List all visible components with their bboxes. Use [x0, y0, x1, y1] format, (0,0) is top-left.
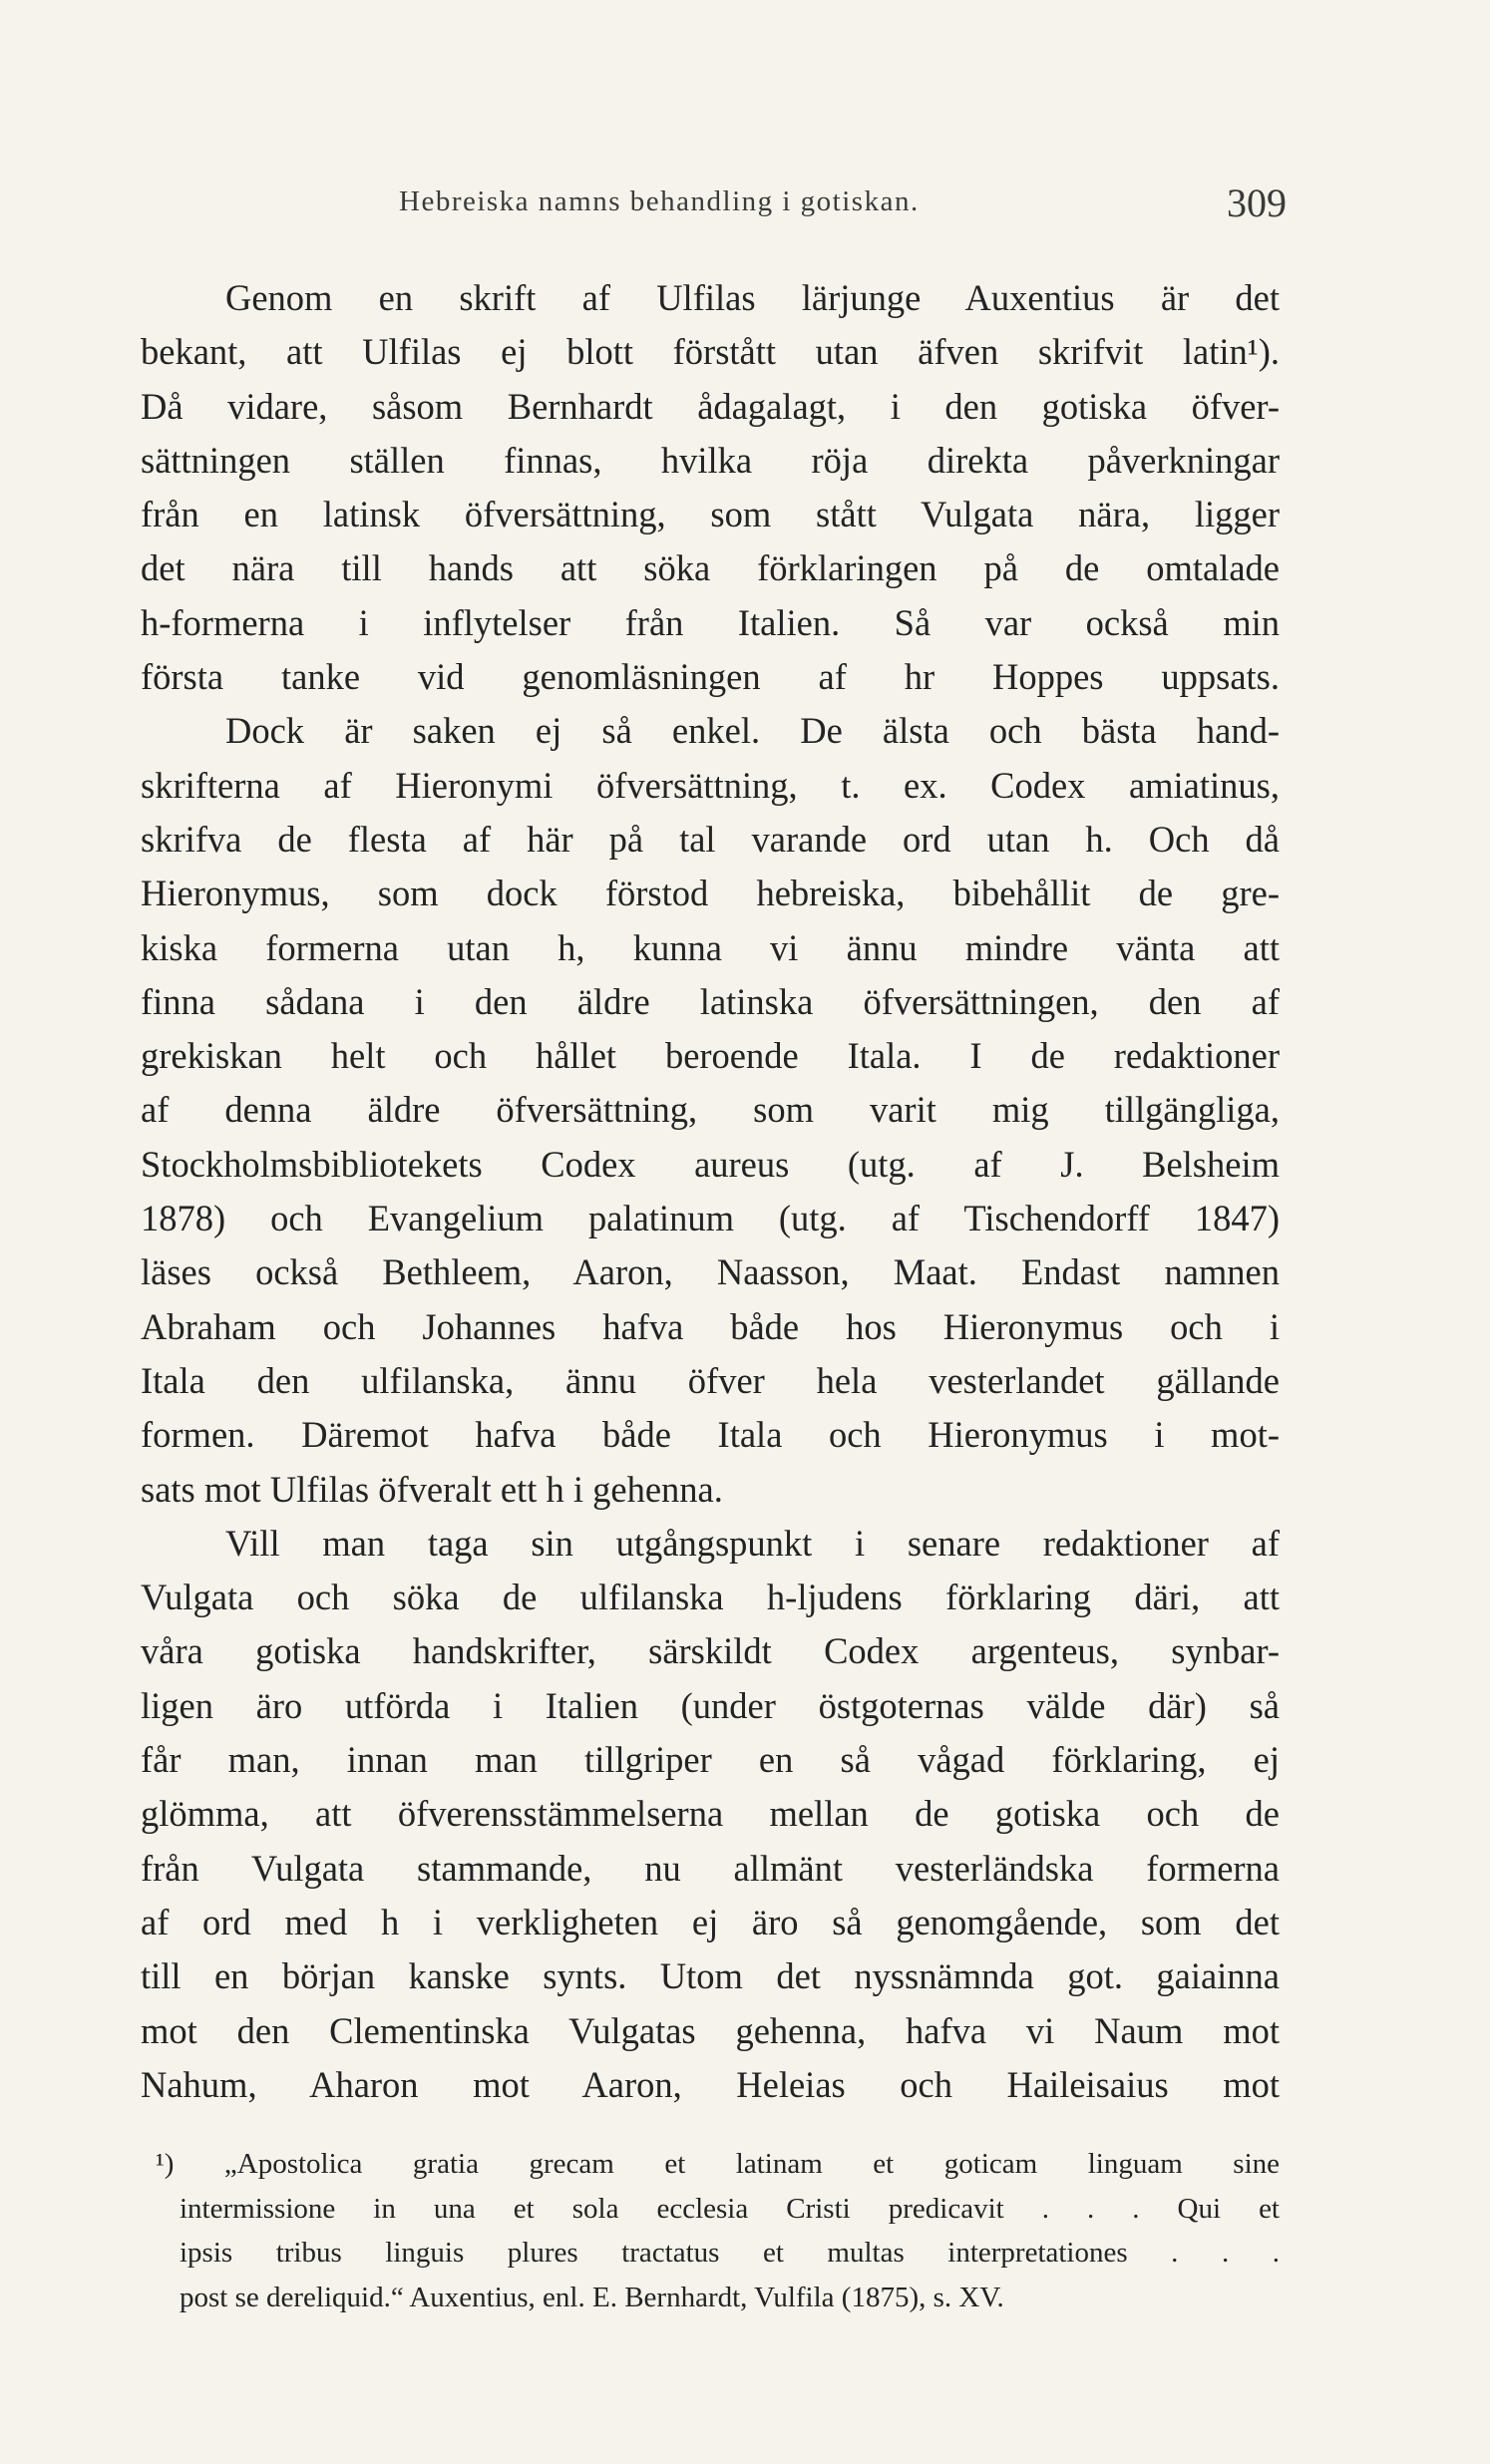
text-line: grekiskan helt och hållet beroende Itala. I de redaktioner: [141, 1035, 1280, 1077]
text-line: finna sådana i den äldre latinska öfversättningen, den af: [141, 980, 1280, 1022]
text-line: Då vidare, såsom Bernhardt ådagalagt, i den gotiska öfver-: [141, 385, 1280, 427]
text-line: våra gotiska handskrifter, särskildt Codex argenteus, synbar-: [141, 1630, 1280, 1672]
text-line: sats mot Ulfilas öfveralt ett h i gehenna.: [141, 1468, 723, 1510]
text-line: Itala den ulfilanska, ännu öfver hela vesterlandet gällande: [141, 1359, 1280, 1401]
text-line: Hieronymus, som dock förstod hebreiska, bibehållit de gre-: [141, 873, 1280, 914]
footnote-line: post se dereliquid.“ Auxentius, enl. E. Bernhardt, Vulfila (1875), s. XV.: [180, 2281, 1004, 2313]
text-line: från Vulgata stammande, nu allmänt vesterländska formerna: [141, 1847, 1280, 1889]
text-line: sättningen ställen finnas, hvilka röja direkta påverkningar: [141, 439, 1280, 481]
footnote: [156, 2142, 1280, 2319]
text-line: bekant, att Ulfilas ej blott förstått utan äfven skrifvit latin¹).: [141, 331, 1280, 373]
text-line: mot den Clementinska Vulgatas gehenna, hafva vi Naum mot: [141, 2009, 1280, 2051]
text-line: Nahum, Aharon mot Aaron, Heleias och Haileisaius mot: [141, 2063, 1280, 2105]
text-line: Vill man taga sin utgångspunkt i senare redaktioner af: [225, 1522, 1280, 1564]
text-line: af ord med h i verkligheten ej äro så genomgående, som det: [141, 1901, 1280, 1942]
text-line: första tanke vid genomläsningen af hr Hoppes uppsats.: [141, 656, 1280, 698]
body-text: [141, 271, 1280, 2112]
text-line: Stockholmsbibliotekets Codex aureus (utg. af J. Belsheim: [141, 1143, 1280, 1185]
text-line: till en början kanske synts. Utom det nyssnämnda got. gaiainna: [141, 1955, 1280, 1997]
footnote-line: ipsis tribus linguis plures tractatus et multas interpretationes . . .: [180, 2237, 1280, 2270]
page-number: 309: [1227, 180, 1287, 225]
text-line: Abraham och Johannes hafva både hos Hieronymus och i: [141, 1305, 1280, 1347]
text-line: kiska formerna utan h, kunna vi ännu mindre vänta att: [141, 926, 1280, 968]
text-line: h-formerna i inflytelser från Italien. Så var också min: [141, 601, 1280, 643]
text-line: formen. Däremot hafva både Itala och Hieronymus i mot-: [141, 1414, 1280, 1456]
text-line: från en latinsk öfversättning, som stått Vulgata nära, ligger: [141, 494, 1280, 535]
text-line: ligen äro utförda i Italien (under östgoternas välde där) så: [141, 1684, 1280, 1726]
text-line: 1878) och Evangelium palatinum (utg. af Tischendorff 1847): [141, 1198, 1280, 1239]
footnote-line: ¹) „Apostolica gratia grecam et latinam et goticam linguam sine: [156, 2148, 1280, 2180]
text-line: Vulgata och söka de ulfilanska h-ljudens förklaring däri, att: [141, 1577, 1280, 1618]
text-line: får man, innan man tillgriper en så vågad förklaring, ej: [141, 1739, 1280, 1781]
text-line: det nära till hands att söka förklaringen på de omtalade: [141, 547, 1280, 589]
footnote-line: intermissione in una et sola ecclesia Cristi predicavit . . . Qui et: [180, 2192, 1280, 2225]
text-line: Genom en skrift af Ulfilas lärjunge Auxentius är det: [225, 277, 1280, 318]
page-header: [199, 180, 1287, 231]
text-line: Dock är saken ej så enkel. De älsta och bästa hand-: [225, 710, 1280, 752]
text-line: läses också Bethleem, Aaron, Naasson, Maat. Endast namnen: [141, 1251, 1280, 1293]
text-line: skrifva de flesta af här på tal varande ord utan h. Och då: [141, 818, 1280, 860]
text-line: af denna äldre öfversättning, som varit mig tillgängliga,: [141, 1089, 1280, 1131]
running-head: Hebreiska namns behandling i gotiskan.: [399, 185, 920, 217]
text-line: skrifterna af Hieronymi öfversättning, t. ex. Codex amiatinus,: [141, 764, 1280, 806]
text-line: glömma, att öfverensstämmelserna mellan de gotiska och de: [141, 1793, 1280, 1835]
